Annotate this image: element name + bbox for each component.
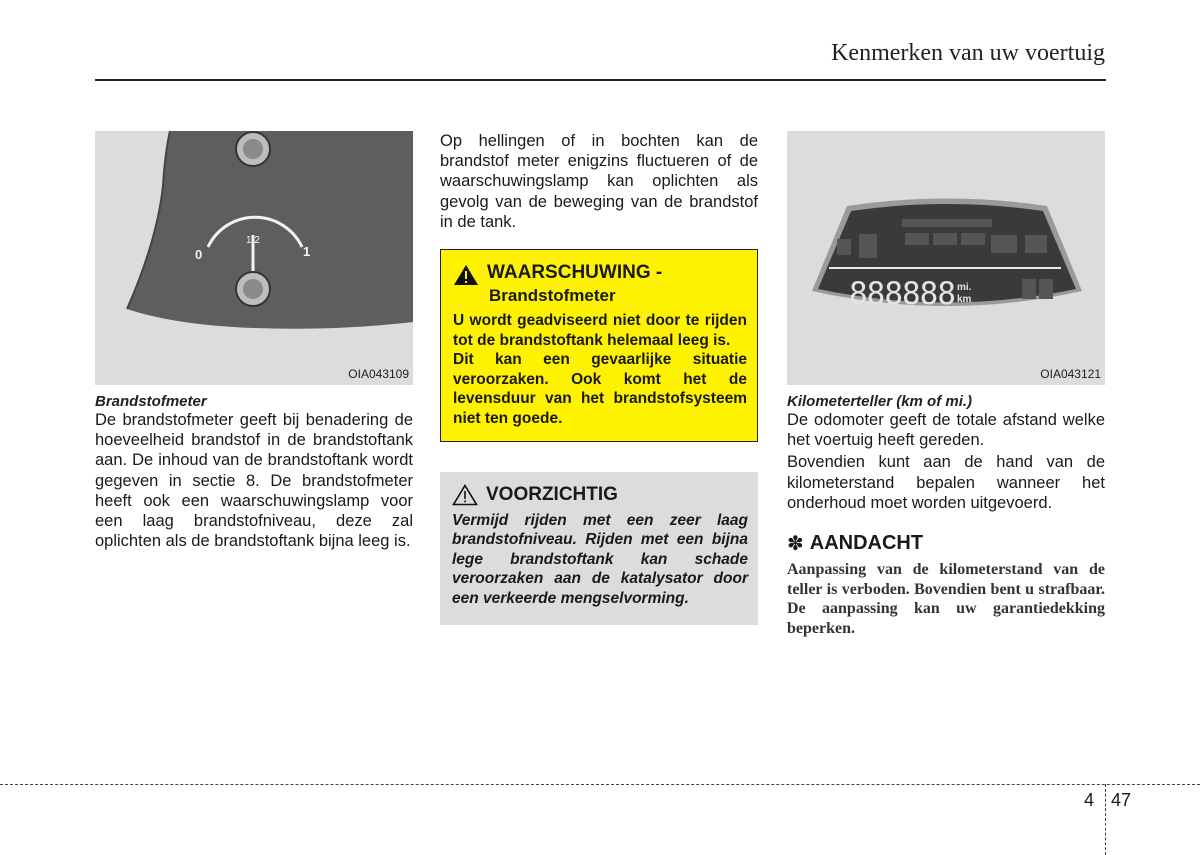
caution-triangle-icon <box>452 484 478 506</box>
page-number: 47 <box>1111 790 1132 810</box>
fuel-gauge-illustration <box>95 131 413 385</box>
warning-triangle-icon <box>453 264 479 286</box>
note-title: AANDACHT <box>809 532 924 555</box>
odometer-unit-km: km <box>957 294 972 305</box>
gauge-label-half: 1/2 <box>246 235 260 246</box>
note-header <box>787 531 1105 556</box>
odometer-description-1: De odomoter geeft de totale afstand welke het voertuig heeft gereden. <box>787 411 1105 450</box>
gauge-label-full: 1 <box>303 244 311 259</box>
left-column <box>95 131 413 551</box>
caution-box <box>440 472 758 625</box>
odometer-figure <box>787 131 1105 385</box>
warning-title: WAARSCHUWING - <box>487 262 663 284</box>
caution-text: Vermijd rijden met een zeer laag brandstofniveau. Rijden met een bijna lege brandstoftank kan schade veroorzaken aan de katalysator door een verkeerde mengselvorming. <box>452 511 748 607</box>
note-star-icon: ✽ <box>787 533 804 556</box>
fuel-fluctuation-text: Op hellingen of in bochten kan de brandstof meter enigzins fluctueren of de waarschuwingslamp kan oplichten als gevolg van de beweging van de brandstof in de tank. <box>440 132 758 231</box>
fuel-gauge-description: De brandstofmeter geeft bij benadering de hoeveelheid brandstof in de brandstoftank aan. De inhoud van de brandstoftank wordt gegeven in sectie 8. De brandstofmeter heeft ook een waarschuwingslamp voor een laag brandstofniveau, deze zal oplichten als de brandstoftank bijna leeg is. <box>95 411 413 551</box>
odometer-description-2: Bovendien kunt aan de hand van de kilometerstand bepalen wanneer het onderhoud moet worden uitgevoerd. <box>787 453 1105 512</box>
warning-subtitle: Brandstofmeter <box>489 286 616 306</box>
figure-code: OIA043121 <box>1040 367 1101 381</box>
fuel-gauge-caption: Brandstofmeter <box>95 393 207 410</box>
gauge-label-empty: 0 <box>195 247 203 262</box>
odometer-unit-mi: mi. <box>957 282 972 293</box>
warning-text-2: Dit kan een gevaarlijke situatie veroorzaken. Ook komt het de levensduur van het brandstofsysteem niet ten goede. <box>453 351 747 427</box>
warning-text-1: U wordt geadviseerd niet door te rijden tot de brandstoftank helemaal leeg is. <box>453 312 747 349</box>
odometer-display-illustration <box>787 131 1105 385</box>
odometer-digits: 888888 <box>849 276 955 312</box>
header-rule <box>95 79 1106 81</box>
right-column <box>787 131 1105 638</box>
footer-vertical-divider <box>1105 784 1106 855</box>
chapter-number: 4 <box>1084 790 1095 810</box>
footer-divider <box>0 784 1200 785</box>
odometer-caption: Kilometerteller (km of mi.) <box>787 393 973 410</box>
caution-title: VOORZICHTIG <box>486 483 618 505</box>
running-header-title: Kenmerken van uw voertuig <box>831 40 1105 66</box>
fuel-gauge-figure <box>95 131 413 385</box>
figure-code: OIA043109 <box>348 367 409 381</box>
middle-column <box>440 131 758 625</box>
warning-box <box>440 249 758 442</box>
note-text: Aanpassing van de kilometerstand van de teller is verboden. Bovendien bent u strafbaar. De aanpassing kan uw garantiedekking beperken. <box>787 561 1105 637</box>
